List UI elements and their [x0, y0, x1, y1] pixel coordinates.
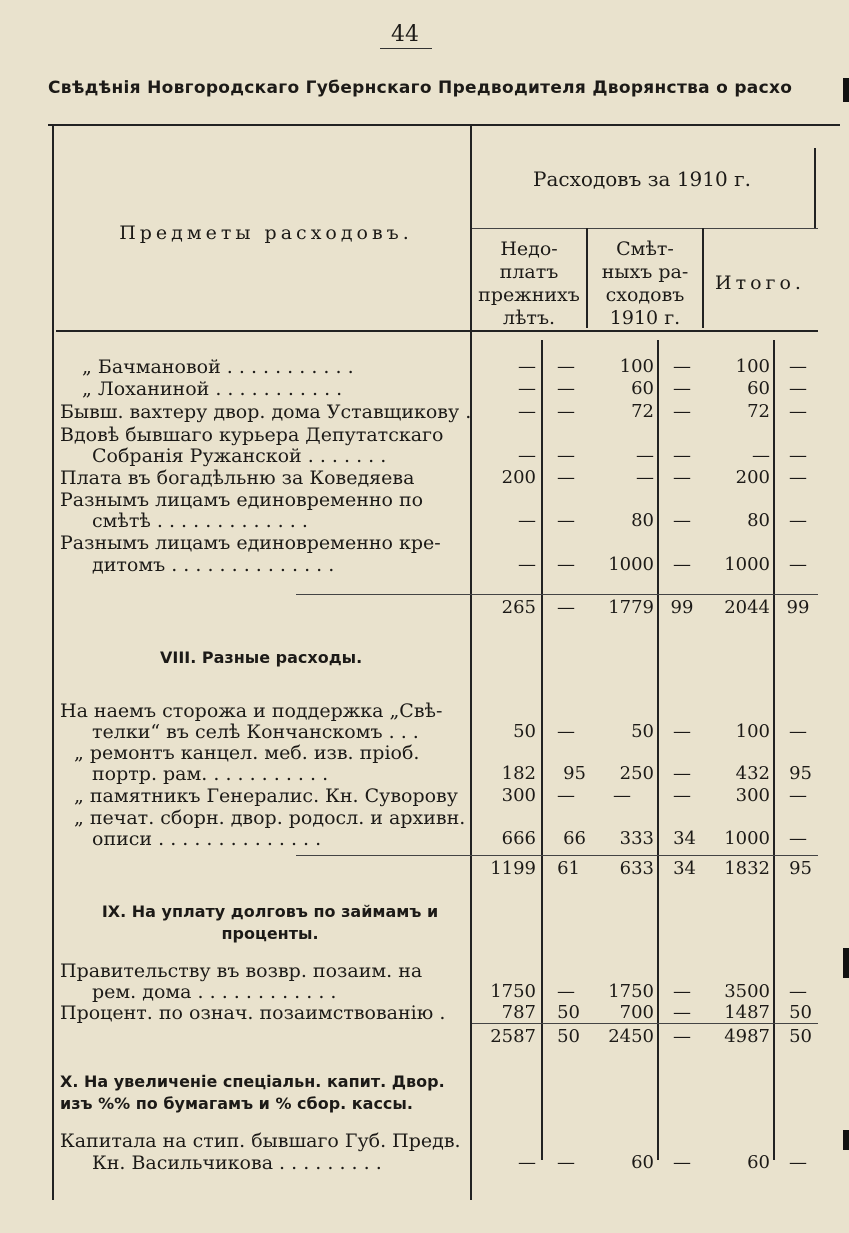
- page-edge-mark: [843, 948, 849, 978]
- cell: 66: [563, 828, 586, 849]
- cell: —: [518, 356, 536, 377]
- left-border: [52, 126, 54, 1200]
- row-label: Разнымъ лицамъ единовременно по: [60, 489, 424, 511]
- header-split-rule: [472, 228, 818, 229]
- cell: 1750: [608, 981, 654, 1002]
- header-right-border: [814, 148, 816, 228]
- cell: —: [673, 554, 691, 575]
- subtotal-cell: 1779: [608, 597, 654, 618]
- row-label: описи . . . . . . . . . . . . . .: [92, 828, 322, 850]
- cell: —: [518, 510, 536, 531]
- cell: 666: [501, 828, 536, 849]
- cell: 100: [735, 721, 770, 742]
- cell: —: [557, 467, 575, 488]
- cell: —: [557, 554, 575, 575]
- cell: —: [636, 445, 654, 466]
- row-label: Разнымъ лицамъ единовременно кре-: [60, 532, 441, 554]
- cell: 1487: [724, 1002, 770, 1023]
- subtotal-cell: 2450: [608, 1026, 654, 1047]
- row-label: Вдовѣ бывшаго курьера Депутатскаго: [60, 424, 444, 446]
- subtotal-cell: 99: [670, 597, 694, 618]
- row-label: рем. дома . . . . . . . . . . . .: [92, 981, 337, 1003]
- subtotal-rule: [296, 855, 818, 856]
- row-label: Собранія Ружанской . . . . . . .: [92, 445, 387, 467]
- cell: —: [789, 378, 807, 399]
- row-label: „ Бачмановой . . . . . . . . . . .: [82, 356, 354, 378]
- cell: —: [789, 356, 807, 377]
- expenses-header: Расходовъ за 1910 г.: [533, 167, 751, 191]
- subtotal-rule: [472, 1023, 818, 1024]
- row-label: Плата въ богадѣльню за Коведяева: [60, 467, 415, 489]
- cell: 72: [747, 401, 770, 422]
- cell: —: [673, 467, 691, 488]
- cell: —: [789, 554, 807, 575]
- cell: 50: [789, 1002, 812, 1023]
- cell: —: [789, 510, 807, 531]
- arrears-column-header: Недо- платъ прежнихъ лѣтъ.: [478, 238, 580, 329]
- cell: 787: [501, 1002, 536, 1023]
- cell: 333: [619, 828, 654, 849]
- total-column-header: Итого.: [715, 272, 805, 294]
- subtotal-cell: 4987: [724, 1026, 770, 1047]
- subtotal-cell: 50: [557, 1026, 580, 1047]
- cell: —: [673, 1002, 691, 1023]
- cell: 60: [631, 1152, 654, 1173]
- subtotal-cell: 2044: [724, 597, 770, 618]
- cell: —: [673, 981, 691, 1002]
- page-number: 44: [391, 22, 419, 47]
- row-label: дитомъ . . . . . . . . . . . . . .: [92, 554, 335, 576]
- cell: 95: [789, 763, 812, 784]
- section-heading: IX. На уплату долговъ по займамъ и: [101, 902, 439, 921]
- cell: 60: [631, 378, 654, 399]
- page-edge-mark: [843, 78, 849, 102]
- cell: 200: [735, 467, 770, 488]
- page-edge-mark: [843, 1130, 849, 1150]
- cell: 1000: [608, 554, 654, 575]
- cell: 300: [735, 785, 770, 806]
- cell: —: [518, 1152, 536, 1173]
- table-top-rule: [48, 124, 840, 126]
- cell: 300: [501, 785, 536, 806]
- cell: 3500: [724, 981, 770, 1002]
- subtotal-cell: —: [673, 1026, 691, 1047]
- document-title: Свѣдѣнія Новгородскаго Губернскаго Предводителя Дворянства о расхо: [48, 78, 793, 98]
- header-bottom-rule: [56, 330, 818, 332]
- subtotal-cell: 95: [789, 858, 812, 879]
- row-label: смѣтѣ . . . . . . . . . . . . .: [92, 510, 308, 532]
- cell: —: [557, 785, 575, 806]
- row-label: Кн. Васильчикова . . . . . . . . .: [92, 1152, 382, 1174]
- cell: —: [673, 1152, 691, 1173]
- cell: 34: [673, 828, 696, 849]
- cell: 700: [619, 1002, 654, 1023]
- cell: —: [673, 401, 691, 422]
- cell: —: [518, 554, 536, 575]
- section-heading-line2: проценты.: [221, 924, 319, 943]
- row-label: Бывш. вахтеру двор. дома Уставщикову .: [60, 401, 472, 423]
- cell: 200: [501, 467, 536, 488]
- subtotal-cell: 633: [619, 858, 654, 879]
- cell: —: [673, 785, 691, 806]
- cell: 60: [747, 378, 770, 399]
- cell: 80: [747, 510, 770, 531]
- cell: 432: [735, 763, 770, 784]
- cell: 80: [631, 510, 654, 531]
- cell: —: [518, 445, 536, 466]
- subtotal-cell: 1199: [490, 858, 536, 879]
- cell: 72: [631, 401, 654, 422]
- section-heading: X. На увеличеніе спеціальн. капит. Двор.: [60, 1072, 445, 1091]
- cell: 100: [619, 356, 654, 377]
- row-label: „ ремонтъ канцел. меб. изв. пріоб.: [74, 742, 420, 764]
- row-label: На наемъ сторожа и поддержка „Свѣ-: [60, 700, 443, 722]
- subtotal-rule: [296, 594, 818, 595]
- cell: 50: [513, 721, 536, 742]
- cell: 250: [619, 763, 654, 784]
- kopecks-divider-2: [657, 340, 659, 1160]
- cell: —: [518, 378, 536, 399]
- cell: —: [557, 510, 575, 531]
- row-label: „ памятникъ Генералис. Кн. Суворову: [74, 785, 458, 807]
- row-label: портр. рам. . . . . . . . . . .: [92, 763, 329, 785]
- cell: —: [789, 981, 807, 1002]
- subtotal-cell: 99: [786, 597, 810, 618]
- subtotal-cell: 1832: [724, 858, 770, 879]
- subtotal-cell: 34: [673, 858, 696, 879]
- cell: —: [557, 378, 575, 399]
- cell: —: [673, 378, 691, 399]
- cell: —: [789, 828, 807, 849]
- cell: —: [789, 785, 807, 806]
- row-label: Правительству въ возвр. позаим. на: [60, 960, 423, 982]
- cell: 182: [501, 763, 536, 784]
- cell: —: [636, 467, 654, 488]
- cell: —: [673, 445, 691, 466]
- row-label: Капитала на стип. бывшаго Губ. Предв.: [60, 1130, 461, 1152]
- cell: 50: [631, 721, 654, 742]
- cell: 1000: [724, 828, 770, 849]
- cell: —: [557, 1152, 575, 1173]
- kopecks-divider-3: [773, 340, 775, 1160]
- subtotal-cell: —: [557, 597, 575, 618]
- page-number-rule: [380, 48, 432, 49]
- row-label: „ Лоханиной . . . . . . . . . . .: [82, 378, 343, 400]
- cell: —: [557, 356, 575, 377]
- cell: —: [613, 785, 631, 806]
- row-label: Процент. по означ. позаимствованію .: [60, 1002, 446, 1024]
- subtotal-cell: 2587: [490, 1026, 536, 1047]
- cell: —: [752, 445, 770, 466]
- cell: 95: [563, 763, 586, 784]
- cell: —: [557, 401, 575, 422]
- cell: —: [673, 763, 691, 784]
- subtotal-cell: 61: [557, 858, 580, 879]
- section-heading-line2: изъ %% по бумагамъ и % сбор. кассы.: [60, 1094, 413, 1113]
- cell: —: [673, 721, 691, 742]
- estimated-column-header: Смѣт- ныхъ ра- сходовъ 1910 г.: [601, 238, 689, 329]
- kopecks-divider-1: [541, 340, 543, 1160]
- cell: —: [789, 401, 807, 422]
- cell: 50: [557, 1002, 580, 1023]
- cell: —: [557, 981, 575, 1002]
- cell: —: [789, 467, 807, 488]
- cell: 1750: [490, 981, 536, 1002]
- subtotal-cell: 265: [501, 597, 536, 618]
- cell: —: [789, 445, 807, 466]
- cell: —: [518, 401, 536, 422]
- row-label: „ печат. сборн. двор. родосл. и архивн.: [74, 807, 466, 829]
- cell: 100: [735, 356, 770, 377]
- subjects-header: Предметы расходовъ.: [119, 222, 413, 244]
- cell: 1000: [724, 554, 770, 575]
- cell: —: [789, 1152, 807, 1173]
- section-heading: VIII. Разные расходы.: [160, 648, 363, 667]
- cell: —: [789, 721, 807, 742]
- cell: —: [557, 721, 575, 742]
- cell: —: [673, 356, 691, 377]
- cell: 60: [747, 1152, 770, 1173]
- cell: —: [673, 510, 691, 531]
- cell: —: [557, 445, 575, 466]
- row-label: телки“ въ селѣ Кончанскомъ . . .: [92, 721, 419, 743]
- subtotal-cell: 50: [789, 1026, 812, 1047]
